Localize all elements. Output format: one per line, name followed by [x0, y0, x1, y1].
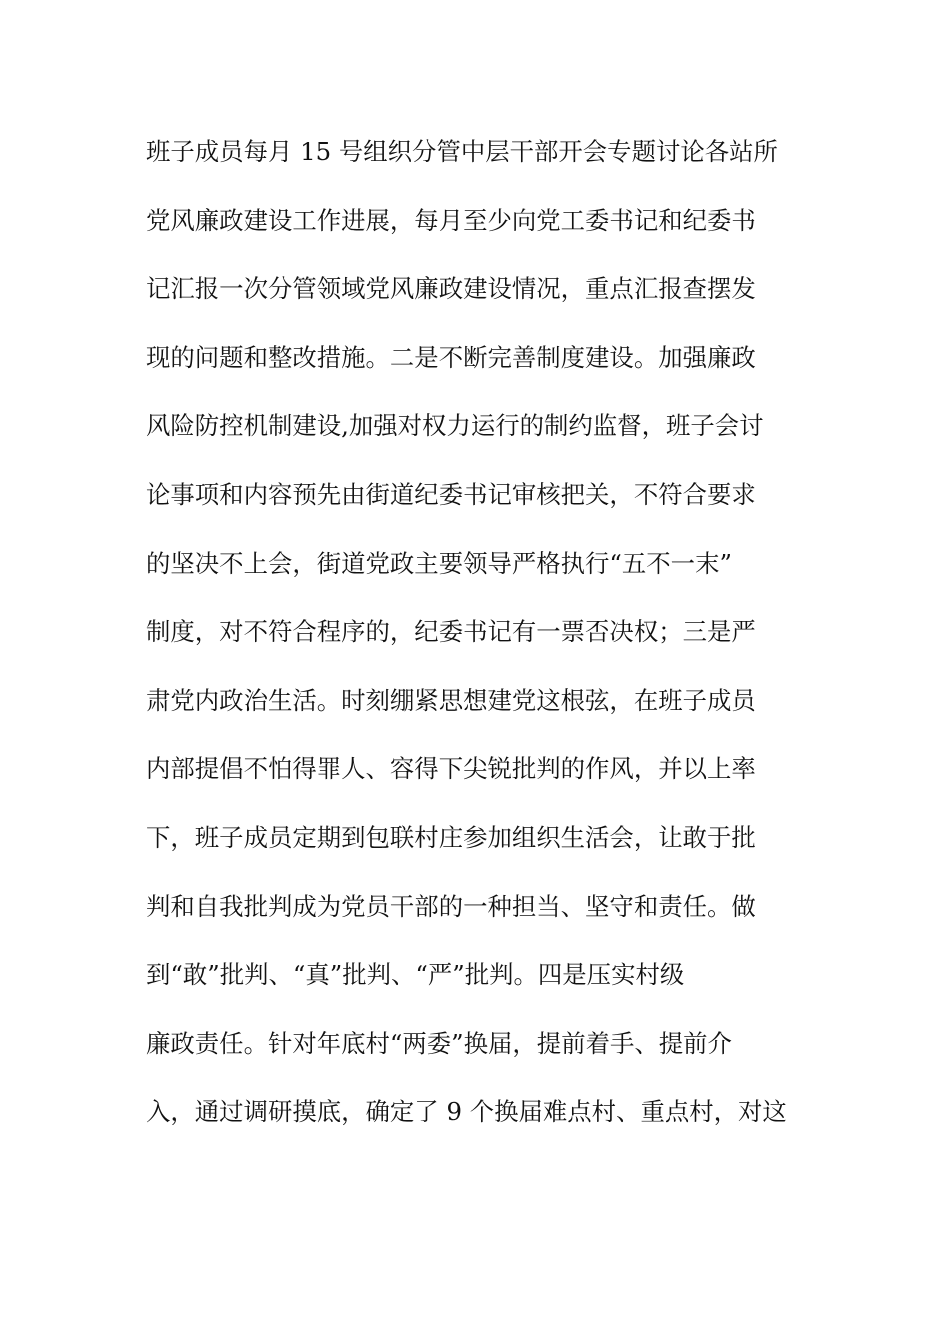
text-line: 内部提倡不怕得罪人、容得下尖锐批判的作风，并以上率: [146, 754, 756, 784]
body-text: [146, 130, 806, 1159]
text-line: 制度，对不符合程序的，纪委书记有一票否决权；三是严: [146, 617, 756, 647]
text-line: 廉政责任。针对年底村“两委”换届，提前着手、提前介: [146, 1028, 732, 1058]
text-line: 下，班子成员定期到包联村庄参加组织生活会，让敢于批: [146, 822, 756, 852]
text-line: 党风廉政建设工作进展，每月至少向党工委书记和纪委书: [146, 205, 756, 235]
text-line: 到“敢”批判、“真”批判、“严”批判。四是压实村级: [146, 960, 685, 990]
text-line: 入，通过调研摸底，确定了 9 个换届难点村、重点村，对这: [146, 1097, 787, 1127]
text-line: 风险防控机制建设,加强对权力运行的制约监督，班子会讨: [146, 411, 764, 441]
text-line: 的坚决不上会，街道党政主要领导严格执行“五不一末”: [146, 548, 732, 578]
text-line: 现的问题和整改措施。二是不断完善制度建设。加强廉政: [146, 342, 756, 372]
text-line: 肃党内政治生活。时刻绷紧思想建党这根弦，在班子成员: [146, 685, 756, 715]
text-line: 论事项和内容预先由街道纪委书记审核把关，不符合要求: [146, 479, 756, 509]
text-line: 班子成员每月 15 号组织分管中层干部开会专题讨论各站所: [146, 137, 778, 166]
text-line: 记汇报一次分管领域党风廉政建设情况，重点汇报查摆发: [146, 274, 756, 304]
text-line: 判和自我批判成为党员干部的一种担当、坚守和责任。做: [146, 891, 756, 921]
